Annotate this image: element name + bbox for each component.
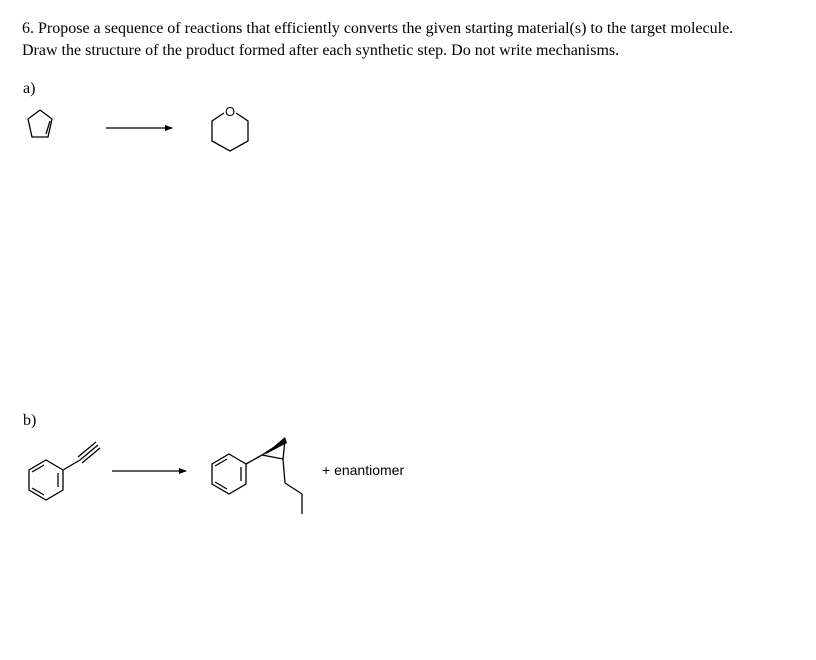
part-a-label: a) [23, 80, 36, 97]
phenyl-alkyne-structure [29, 442, 100, 500]
part-b-label: b) [23, 412, 37, 429]
cyclopentene-structure [28, 110, 52, 137]
enantiomer-note: + enantiomer [322, 462, 405, 478]
question-line-1: 6. Propose a sequence of reactions that efficiently converts the given starting material(s) to the target molecule. [22, 20, 734, 37]
oxygen-label: O [224, 104, 236, 119]
cyclopropane-product-structure [212, 440, 302, 514]
question-line-2: Draw the structure of the product formed after each synthetic step. Do not write mechanisms. [22, 42, 620, 59]
